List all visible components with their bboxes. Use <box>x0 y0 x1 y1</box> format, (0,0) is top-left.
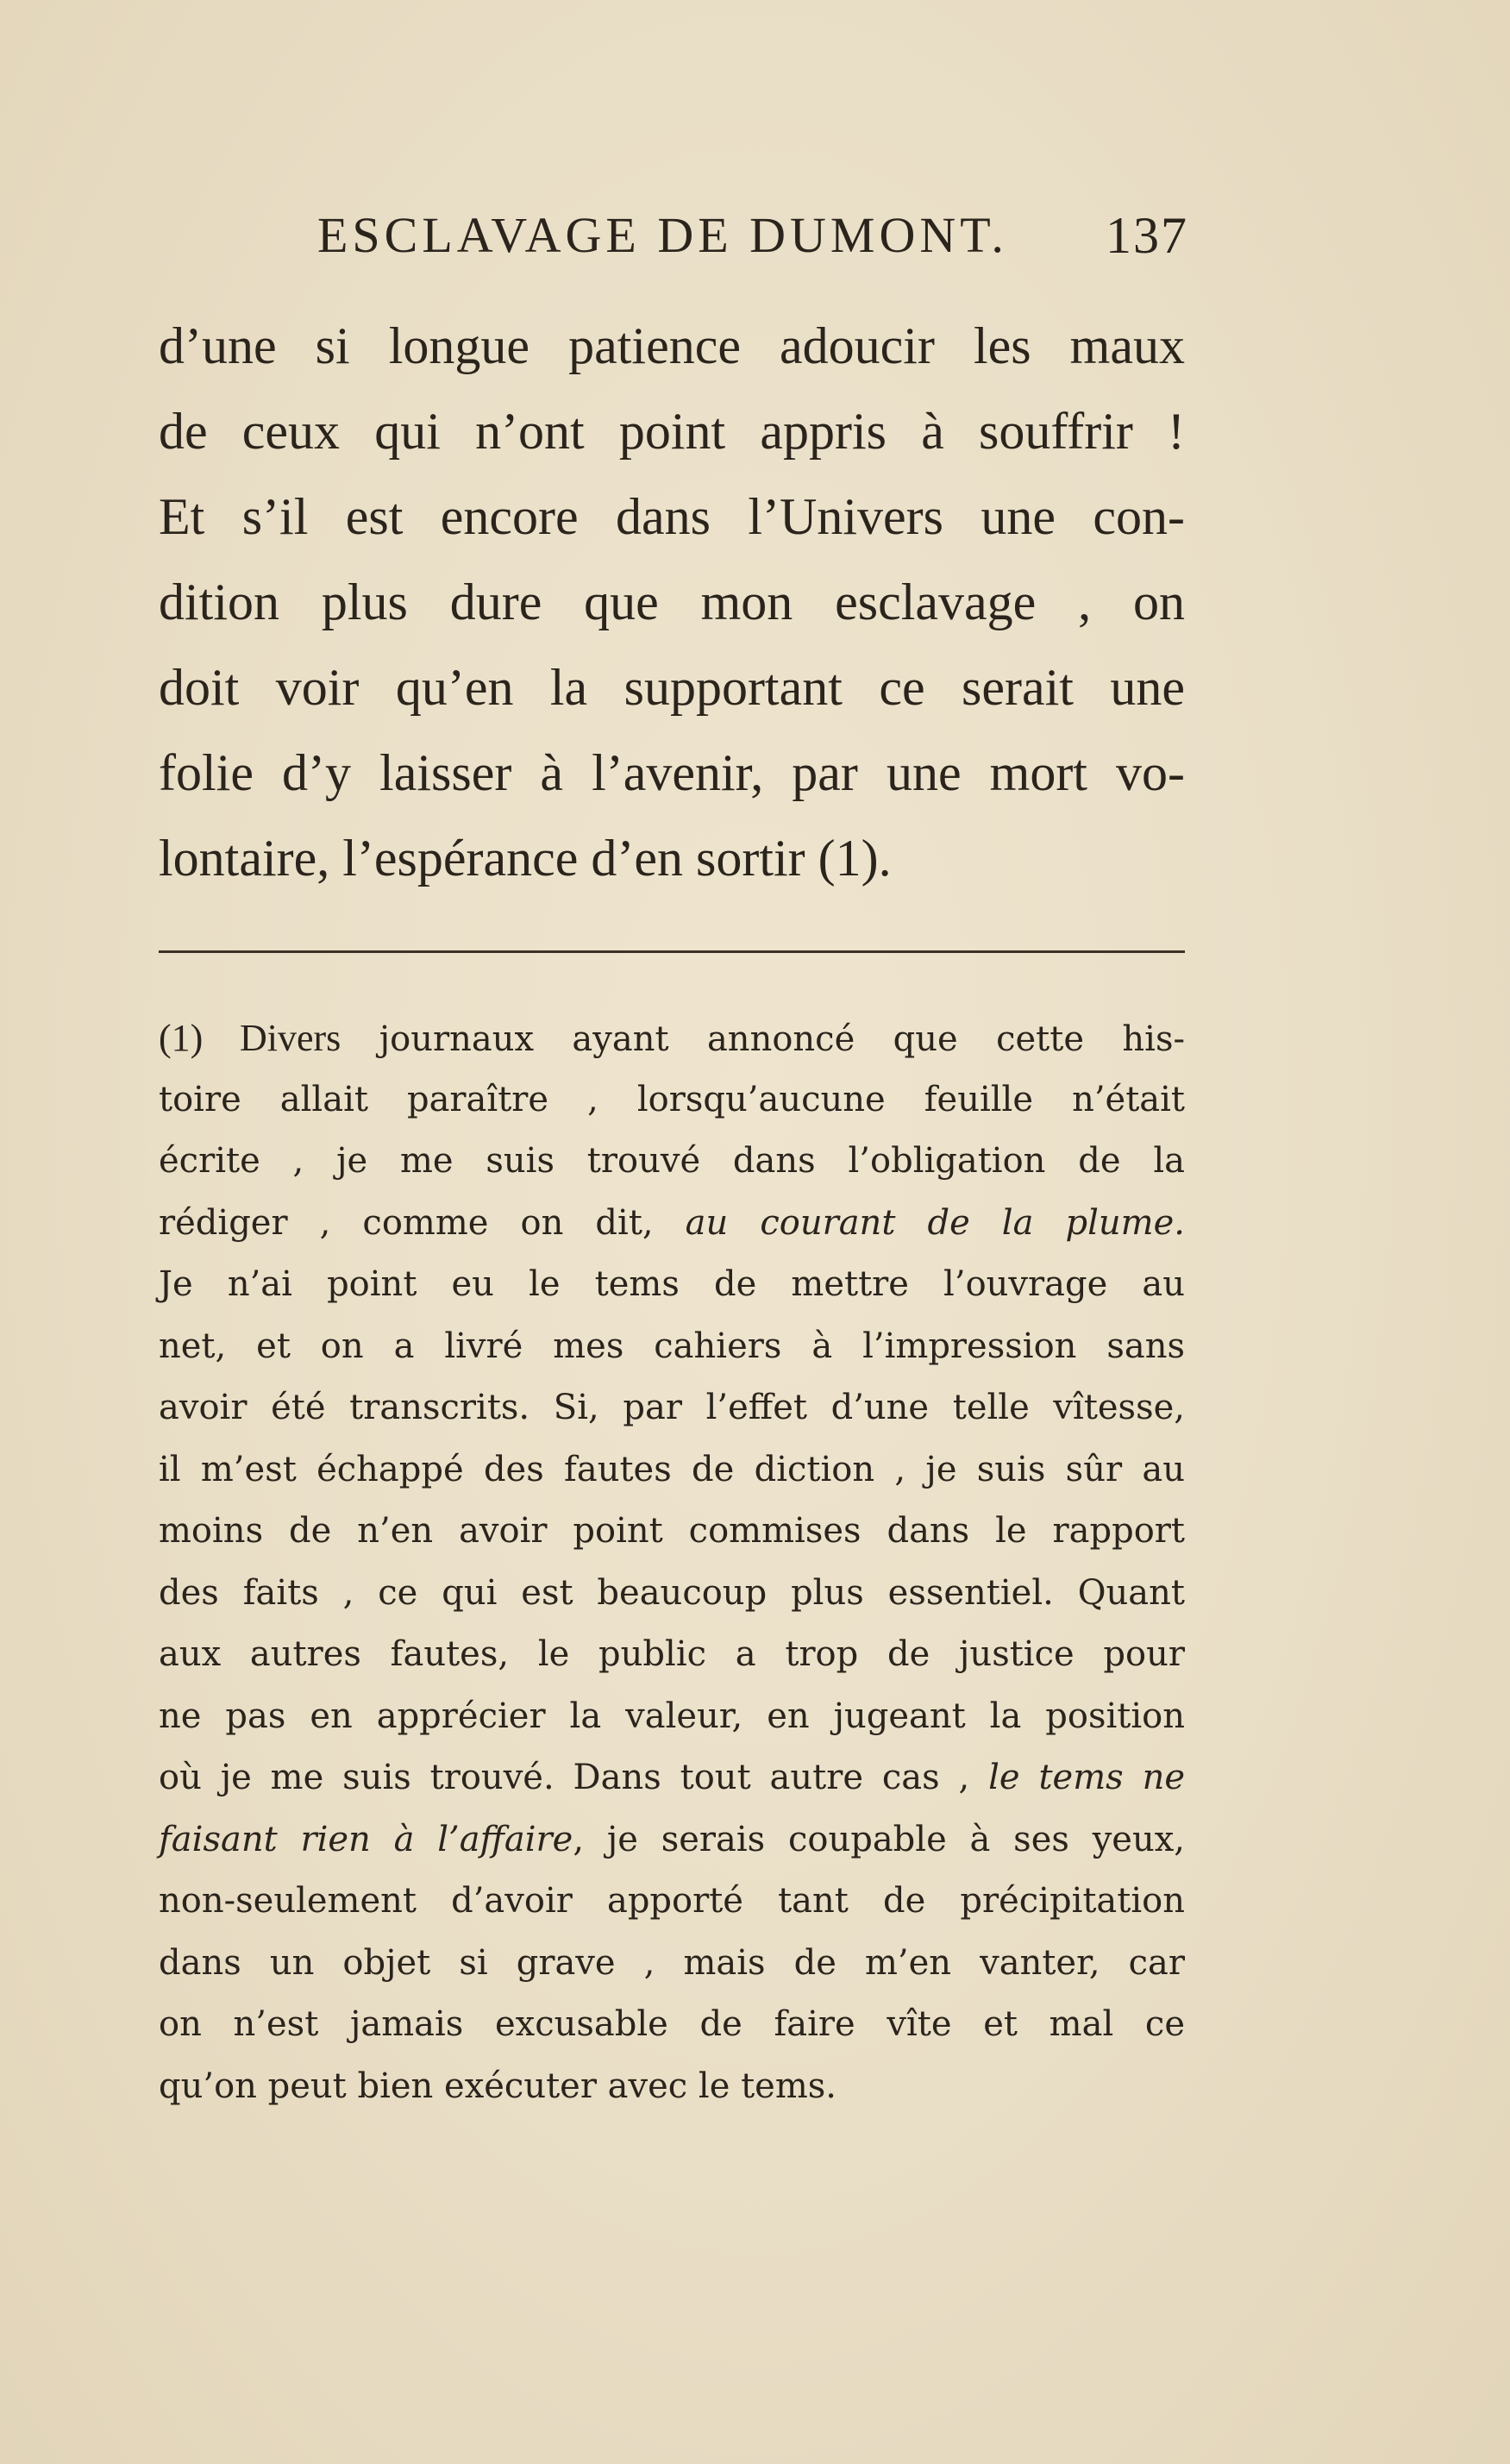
footnote-italic-phrase: le tems ne <box>988 1758 1186 1797</box>
footnote-line: écrite , je me suis trouvé dans l’obligation de la <box>159 1141 1185 1181</box>
page-number: 137 <box>1106 207 1188 264</box>
footnote-line: qu’on peut bien exécuter avec le tems. <box>159 2066 836 2106</box>
footnote-line: avoir été transcrits. Si, par l’effet d’une telle vîtesse, <box>159 1388 1185 1427</box>
footnote-text: journaux ayant annoncé que cette his- <box>341 1019 1185 1059</box>
running-title: ESCLAVAGE DE DUMONT. <box>317 207 1008 263</box>
text-line: de ceux qui n’ont point appris à souffrir ! <box>159 403 1185 460</box>
page-header <box>317 205 1188 274</box>
footnote <box>159 1007 1185 2117</box>
footnote-line <box>159 1007 1185 1069</box>
footnote-italic-phrase: au courant de la plume. <box>685 1202 1185 1243</box>
footnote-line: des faits , ce qui est beaucoup plus essentiel. Quant <box>159 1572 1185 1613</box>
footnote-line: il m’est échappé des fautes de diction , je suis sûr au <box>159 1449 1185 1489</box>
footnote-line: moins de n’en avoir point commises dans le rapport <box>159 1511 1185 1551</box>
text-line: dition plus dure que mon esclavage , on <box>159 574 1185 630</box>
text-line: d’une si longue patience adoucir les maux <box>159 317 1185 374</box>
footnote-line <box>159 1747 1185 1809</box>
footnote-line: aux autres fautes, le public a trop de justice pour <box>159 1634 1185 1674</box>
footnote-marker: (1) Divers <box>159 1017 341 1059</box>
footnote-line: Je n’ai point eu le tems de mettre l’ouvrage au <box>159 1264 1185 1304</box>
text-line: Et s’il est encore dans l’Univers une con- <box>159 488 1185 545</box>
text-line: doit voir qu’en la supportant ce serait une <box>159 659 1185 716</box>
text-line: lontaire, l’espérance d’en sortir (1). <box>159 830 892 887</box>
footnote-line: dans un objet si grave , mais de m’en vanter, car <box>159 1942 1185 1983</box>
footnote-line: toire allait paraître , lorsqu’aucune feuille n’était <box>159 1079 1185 1119</box>
footnote-line: net, et on a livré mes cahiers à l’impression sans <box>159 1326 1185 1366</box>
main-text <box>159 304 1185 901</box>
text-line: folie d’y laisser à l’avenir, par une mort vo- <box>159 744 1185 801</box>
footnote-text: où je me suis trouvé. Dans tout autre cas , <box>159 1758 989 1797</box>
footnote-text: rédiger , comme on dit, <box>159 1202 686 1243</box>
footnote-line: ne pas en apprécier la valeur, en jugeant la position <box>159 1696 1185 1736</box>
footnote-line: on n’est jamais excusable de faire vîte et mal ce <box>159 2004 1185 2044</box>
footnote-separator <box>159 950 1185 953</box>
footnote-line <box>159 1193 1185 1255</box>
footnote-line <box>159 1809 1185 1872</box>
footnote-line: non-seulement d’avoir apporté tant de précipitation <box>159 1881 1185 1921</box>
footnote-italic-phrase: faisant rien à l’affaire <box>159 1819 573 1859</box>
footnote-text: , je serais coupable à ses yeux, <box>573 1819 1185 1859</box>
